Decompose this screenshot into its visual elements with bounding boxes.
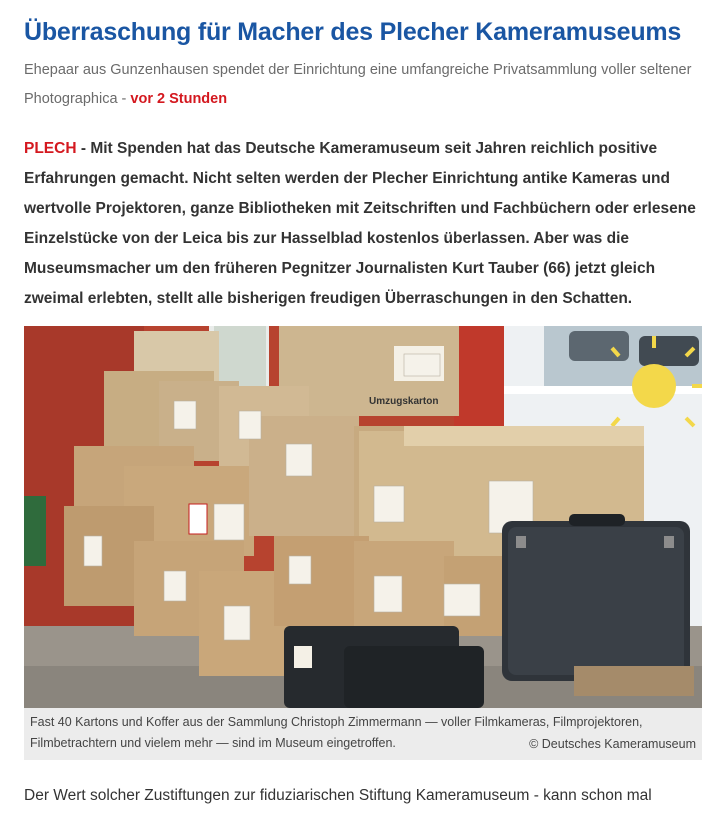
article-subline [24, 56, 702, 114]
article-figure [24, 326, 702, 760]
dateline-separator: - [76, 140, 91, 157]
article-photo[interactable] [24, 326, 702, 708]
article-lead [24, 134, 702, 314]
subline-text: Ehepaar aus Gunzenhausen spendet der Einrichtung eine umfangreiche Privatsammlung voller seltener Photographica [24, 62, 692, 107]
caption-text: Fast 40 Kartons und Koffer aus der Sammlung Christoph Zimmermann — voller Filmkameras, Filmprojektoren, Filmbetrachtern und vielem mehr — sind im Museum eingetroffen. [30, 715, 643, 750]
photo-box-label: Umzugskarton [369, 396, 439, 407]
timestamp: vor 2 Stunden [130, 91, 228, 107]
photo-caption [24, 708, 702, 760]
article-headline: Überraschung für Macher des Plecher Kameramuseums [24, 18, 682, 46]
subline-separator: - [117, 91, 131, 107]
article-body: Der Wert solcher Zustiftungen zur fiduziarischen Stiftung Kameramuseum - kann schon mal [24, 787, 652, 804]
dateline: PLECH [24, 140, 77, 157]
photo-credit: © Deutsches Kameramuseum [529, 737, 696, 751]
lead-text: Mit Spenden hat das Deutsche Kameramuseum seit Jahren reichlich positive Erfahrungen gemacht. Nicht selten werden der Plecher Einrichtung antike Kameras und wertvolle Projektoren, ganze Bibliotheken mit Zeitschriften und Fachbüchern oder erlesene Einzelstücke von der Leica bis zur Hasselblad kostenlos überlassen. Aber was die Museumsmacher um den früheren Pegnitzer Journalisten Kurt Tauber (66) jetzt gleich zweimal erlebten, stellt alle bisherigen freudigen Überraschungen in den Schatten. [24, 140, 696, 307]
